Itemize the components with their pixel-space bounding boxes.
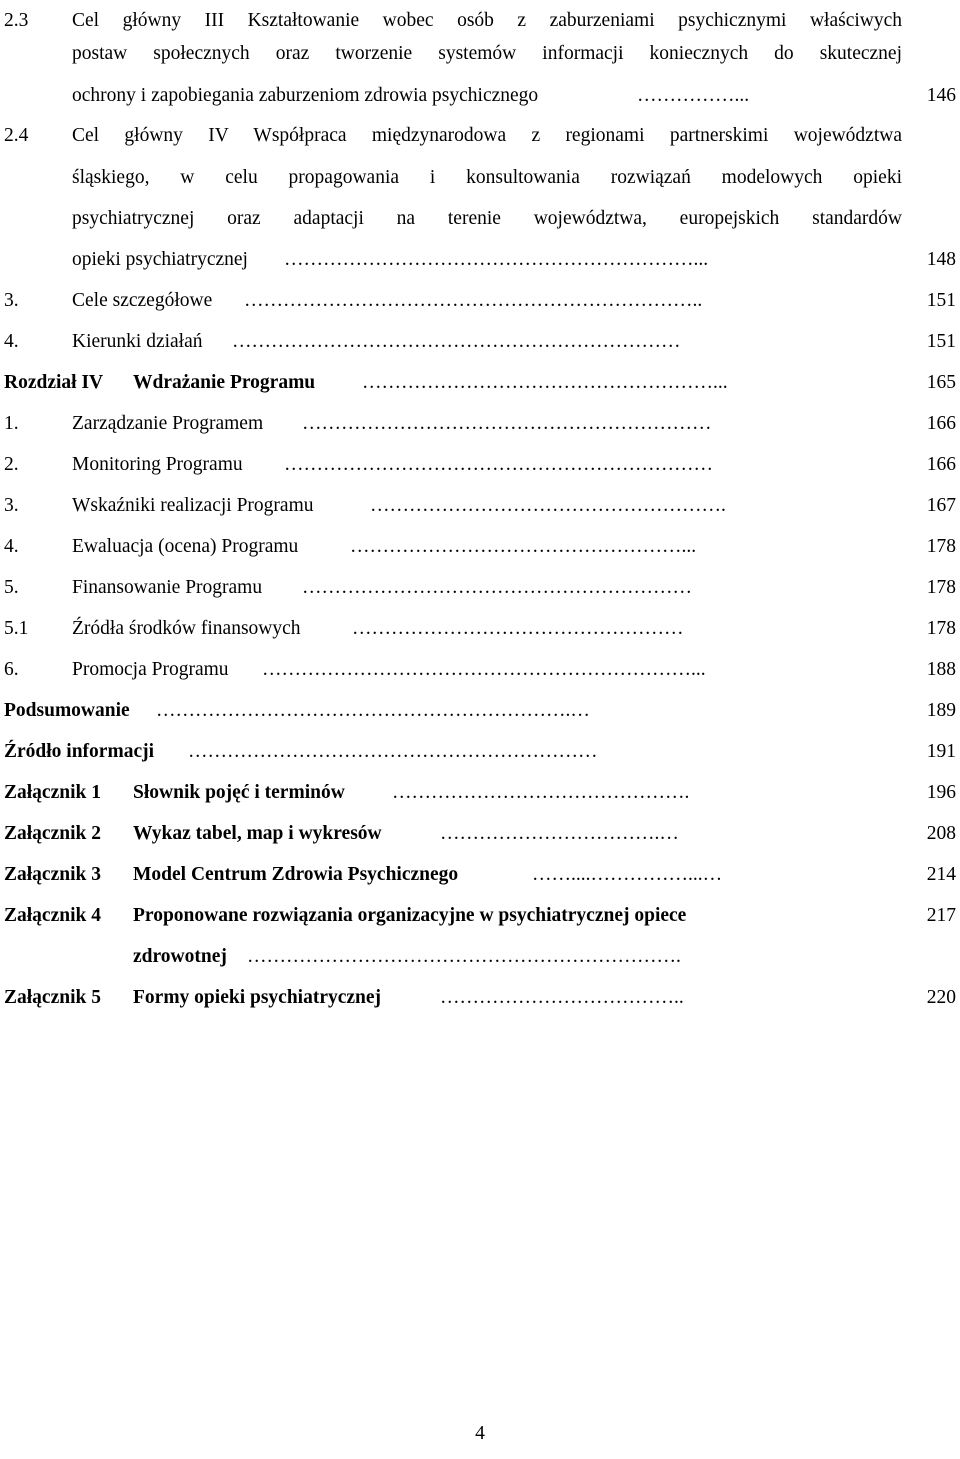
toc-page: 166 bbox=[926, 454, 956, 475]
toc-title: śląskiego, w celu propagowania i konsultowania rozwiązań modelowych opieki bbox=[72, 167, 902, 188]
toc-entry[interactable] bbox=[0, 977, 960, 1018]
toc-entry[interactable] bbox=[0, 444, 960, 485]
toc-entry[interactable] bbox=[0, 280, 960, 321]
toc-leader: ……………………………………………………… bbox=[302, 413, 712, 434]
toc-entry[interactable] bbox=[0, 895, 960, 936]
toc-page: 151 bbox=[926, 331, 956, 352]
toc-page: 178 bbox=[926, 536, 956, 557]
toc-entry[interactable] bbox=[0, 403, 960, 444]
toc-leader: ……....……………...… bbox=[532, 864, 723, 885]
toc-entry[interactable] bbox=[0, 239, 960, 280]
toc-leader: ……………………………………………………….… bbox=[156, 700, 590, 721]
toc-number: Źródło informacji bbox=[4, 741, 155, 762]
toc-title: Monitoring Programu bbox=[72, 454, 243, 475]
toc-title: opieki psychiatrycznej bbox=[72, 249, 248, 270]
toc-number: Załącznik 4 bbox=[4, 905, 101, 926]
toc-number: 1. bbox=[4, 413, 19, 434]
toc-leader: …………………………………………………………. bbox=[247, 946, 681, 967]
toc-page: 167 bbox=[926, 495, 956, 516]
toc-title: Ewaluacja (ocena) Programu bbox=[72, 536, 299, 557]
toc-leader: ……………………………………………………… bbox=[188, 741, 598, 762]
toc-page: 166 bbox=[926, 413, 956, 434]
toc-entry[interactable] bbox=[0, 690, 960, 731]
toc-entry[interactable] bbox=[0, 772, 960, 813]
toc-number: Podsumowanie bbox=[4, 700, 130, 721]
toc-entry bbox=[0, 198, 960, 239]
toc-page: 146 bbox=[926, 85, 956, 106]
toc-page: 220 bbox=[926, 987, 956, 1008]
toc-page: 189 bbox=[926, 700, 956, 721]
toc-page: 178 bbox=[926, 618, 956, 639]
toc-title: postaw społecznych oraz tworzenie systemów informacji koniecznych do skutecznej bbox=[72, 43, 902, 64]
toc-title: zdrowotnej bbox=[133, 946, 227, 967]
toc-number: 5.1 bbox=[4, 618, 29, 639]
toc-entry[interactable] bbox=[0, 75, 960, 116]
toc-number: Załącznik 1 bbox=[4, 782, 101, 803]
toc-leader: ……………………………….. bbox=[440, 987, 684, 1008]
toc-entry[interactable] bbox=[0, 362, 960, 403]
toc-number: 5. bbox=[4, 577, 19, 598]
toc-number: 3. bbox=[4, 290, 19, 311]
toc-page: 165 bbox=[926, 372, 956, 393]
toc-leader: ………………………………………………………… bbox=[284, 454, 713, 475]
toc-title: Proponowane rozwiązania organizacyjne w psychiatrycznej opiece bbox=[133, 905, 687, 926]
toc-title: Źródła środków finansowych bbox=[72, 618, 301, 639]
toc-entry[interactable] bbox=[0, 813, 960, 854]
toc-entry[interactable] bbox=[0, 608, 960, 649]
toc-entry[interactable] bbox=[0, 854, 960, 895]
toc-entry[interactable] bbox=[0, 321, 960, 362]
toc-number: 2. bbox=[4, 454, 19, 475]
toc-number: 4. bbox=[4, 331, 19, 352]
toc-title: psychiatrycznej oraz adaptacji na terenie województwa, europejskich standardów bbox=[72, 208, 902, 229]
toc-number: 3. bbox=[4, 495, 19, 516]
toc-page: 196 bbox=[926, 782, 956, 803]
toc-title: Kierunki działań bbox=[72, 331, 203, 352]
toc-entry[interactable] bbox=[0, 649, 960, 690]
toc-title: Finansowanie Programu bbox=[72, 577, 263, 598]
toc-entry[interactable] bbox=[0, 115, 960, 156]
toc-title: Cel główny IV Współpraca międzynarodowa z regionami partnerskimi województwa bbox=[72, 125, 902, 146]
toc-number: 2.4 bbox=[4, 125, 29, 146]
toc-leader: …………………………………………………………….. bbox=[244, 290, 703, 311]
toc-title: Formy opieki psychiatrycznej bbox=[133, 987, 382, 1008]
toc-leader: ………………………………………………... bbox=[362, 372, 728, 393]
toc-leader: ………………………………………………. bbox=[370, 495, 726, 516]
toc-entry[interactable] bbox=[0, 731, 960, 772]
toc-page: 217 bbox=[926, 905, 956, 926]
toc-title: Wdrażanie Programu bbox=[133, 372, 316, 393]
toc-title: Model Centrum Zdrowia Psychicznego bbox=[133, 864, 459, 885]
toc-page: 214 bbox=[926, 864, 956, 885]
toc-title: Promocja Programu bbox=[72, 659, 229, 680]
toc-entry bbox=[0, 157, 960, 198]
toc-title: Słownik pojęć i terminów bbox=[133, 782, 345, 803]
toc-entry bbox=[0, 33, 960, 74]
toc-page: 188 bbox=[926, 659, 956, 680]
page-number: 4 bbox=[475, 1423, 485, 1444]
toc-number: Załącznik 5 bbox=[4, 987, 101, 1008]
toc-leader: ……………………………………………... bbox=[350, 536, 697, 557]
toc-number: Załącznik 3 bbox=[4, 864, 101, 885]
toc-entry[interactable] bbox=[0, 526, 960, 567]
toc-number: Załącznik 2 bbox=[4, 823, 101, 844]
toc-title: Zarządzanie Programem bbox=[72, 413, 264, 434]
toc-page: 151 bbox=[926, 290, 956, 311]
toc-title: ochrony i zapobiegania zaburzeniom zdrowia psychicznego bbox=[72, 85, 539, 106]
toc-entry[interactable] bbox=[0, 567, 960, 608]
toc-page: 208 bbox=[926, 823, 956, 844]
toc-leader: ………………………………………. bbox=[392, 782, 690, 803]
toc-entry bbox=[0, 936, 960, 977]
toc-page: 191 bbox=[926, 741, 956, 762]
toc-leader: …………………………………………………………... bbox=[262, 659, 706, 680]
toc-entry[interactable] bbox=[0, 485, 960, 526]
toc-title: Cel główny III Kształtowanie wobec osób z zaburzeniami psychicznymi właściwych bbox=[72, 10, 902, 31]
toc-title: Wykaz tabel, map i wykresów bbox=[133, 823, 382, 844]
toc-title: Cele szczegółowe bbox=[72, 290, 213, 311]
toc-page: 148 bbox=[926, 249, 956, 270]
toc-number: 6. bbox=[4, 659, 19, 680]
toc-leader: …………………………….… bbox=[440, 823, 679, 844]
toc-leader: …………………………………………………………… bbox=[232, 331, 681, 352]
toc-page: 178 bbox=[926, 577, 956, 598]
toc-leader: …………………………………………… bbox=[352, 618, 684, 639]
toc-leader: ……………... bbox=[637, 85, 750, 106]
toc-title: Wskaźniki realizacji Programu bbox=[72, 495, 314, 516]
toc-number: Rozdział IV bbox=[4, 372, 104, 393]
toc-number: 4. bbox=[4, 536, 19, 557]
toc-number: 2.3 bbox=[4, 10, 29, 31]
toc-leader: ………………………………………………………... bbox=[284, 249, 709, 270]
toc-leader: …………………………………………………… bbox=[302, 577, 692, 598]
